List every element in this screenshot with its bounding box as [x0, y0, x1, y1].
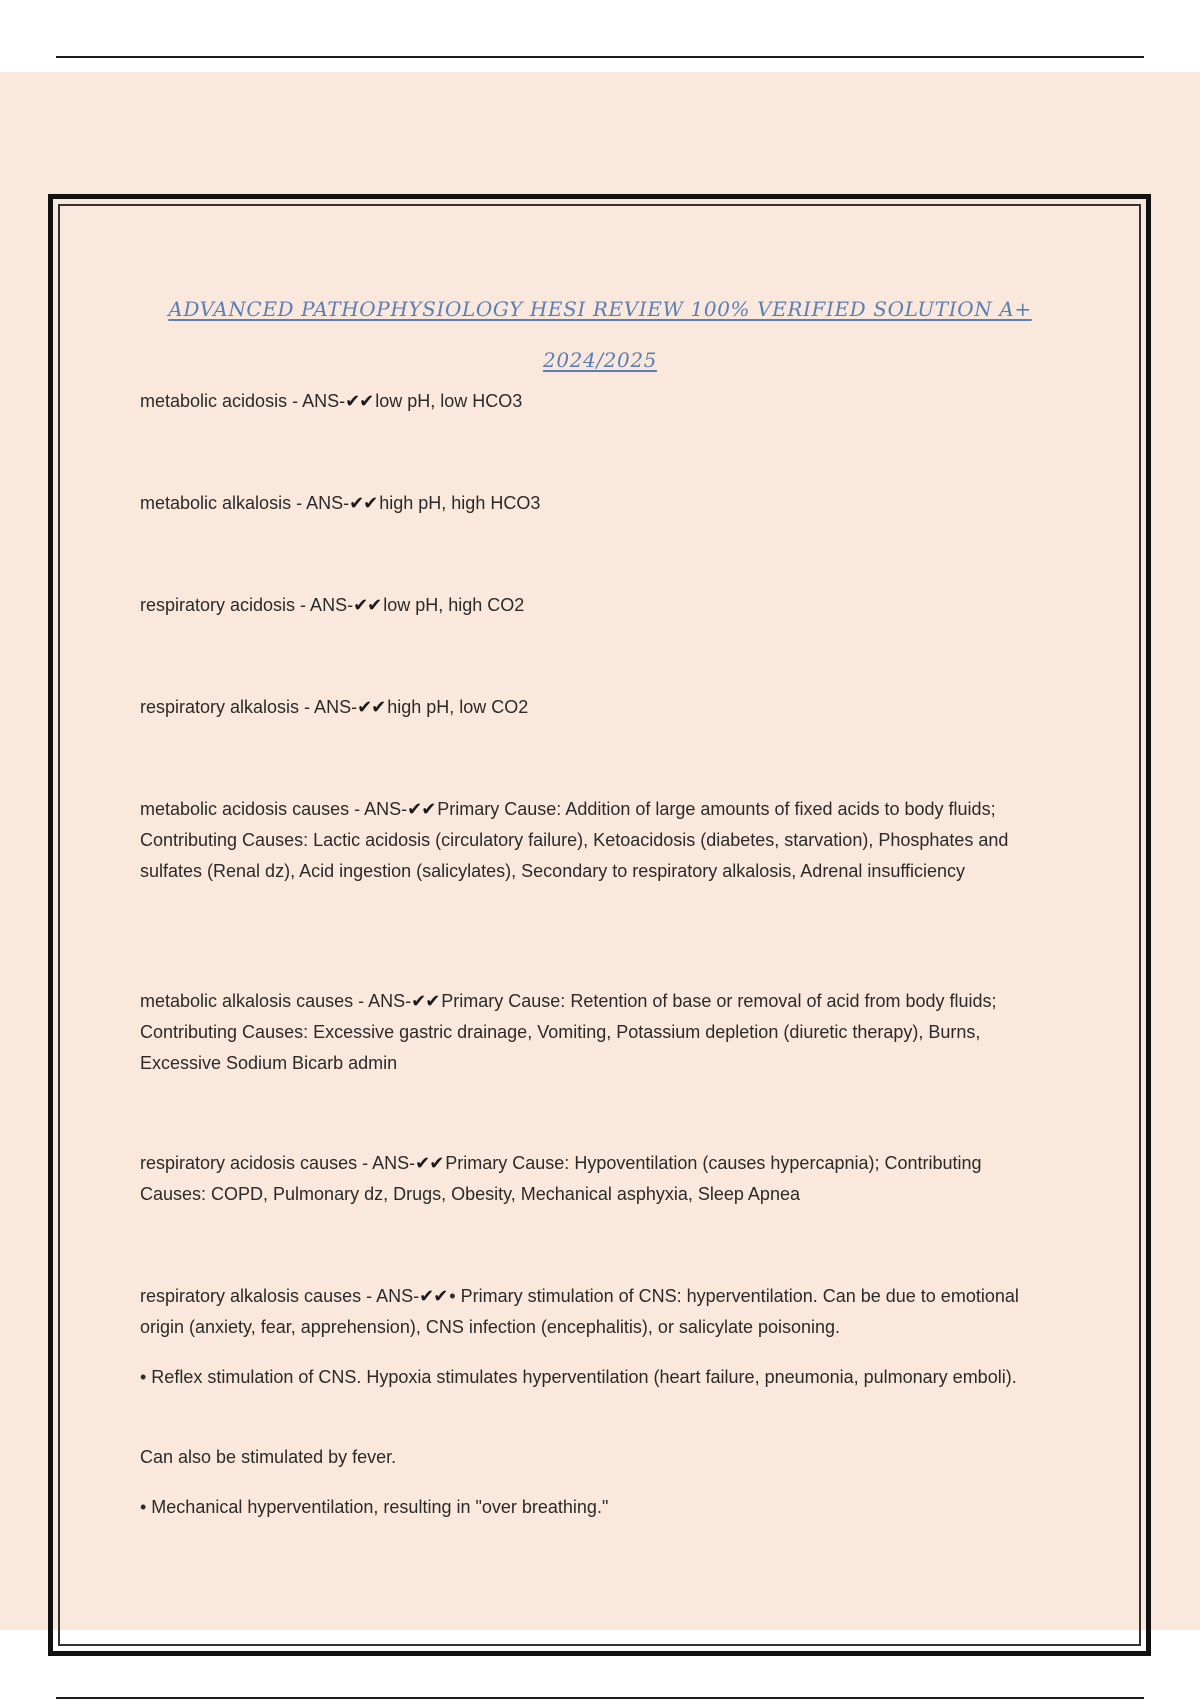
- entry-respiratory-acidosis-causes: [140, 1148, 1045, 1210]
- continuation-paragraph: • Mechanical hyperventilation, resulting in "over breathing.": [140, 1497, 609, 1517]
- entry-answer: high pH, high HCO3: [379, 493, 541, 513]
- document-title: [150, 284, 1050, 386]
- entry-term: metabolic alkalosis causes - ANS-: [140, 991, 412, 1011]
- entry-answer: • Primary stimulation of CNS: hyperventilation. Can be due to emotional origin (anxiety, fear, apprehension), CNS infection (encephalitis), or salicylate poisoning.: [140, 1286, 1019, 1337]
- entry-term: respiratory alkalosis causes - ANS-: [140, 1286, 420, 1306]
- entry-term: respiratory acidosis causes - ANS-: [140, 1153, 416, 1173]
- page-border-inner: [58, 204, 1141, 1646]
- entry-answer: low pH, low HCO3: [375, 391, 523, 411]
- check-icon: ✔✔: [353, 595, 382, 615]
- check-icon: ✔✔: [411, 991, 440, 1011]
- check-icon: ✔✔: [349, 493, 378, 513]
- entry-answer: Primary Cause: Hypoventilation (causes hypercapnia); Contributing Causes: COPD, Pulmonary dz, Drugs, Obesity, Mechanical asphyxia, Sleep Apnea: [140, 1153, 982, 1204]
- continuation-fever: [140, 1442, 1045, 1473]
- top-rule: [56, 56, 1144, 58]
- entry-term: metabolic alkalosis - ANS-: [140, 493, 350, 513]
- check-icon: ✔✔: [357, 697, 386, 717]
- check-icon: ✔✔: [345, 391, 374, 411]
- entry-metabolic-alkalosis: [140, 488, 1045, 519]
- check-icon: ✔✔: [419, 1286, 448, 1306]
- entry-term: respiratory alkalosis - ANS-: [140, 697, 358, 717]
- continuation-reflex-stimulation: [140, 1362, 1045, 1393]
- entry-metabolic-acidosis-causes: [140, 794, 1045, 887]
- entry-metabolic-acidosis: [140, 386, 1045, 417]
- continuation-paragraph: • Reflex stimulation of CNS. Hypoxia stimulates hyperventilation (heart failure, pneumonia, pulmonary emboli).: [140, 1367, 1017, 1387]
- bottom-rule: [56, 1697, 1144, 1699]
- entry-respiratory-alkalosis-causes: [140, 1281, 1045, 1343]
- entry-term: respiratory acidosis - ANS-: [140, 595, 354, 615]
- title-line-1: ADVANCED PATHOPHYSIOLOGY HESI REVIEW 100% VERIFIED SOLUTION A+: [168, 297, 1032, 321]
- entry-answer: Primary Cause: Retention of base or removal of acid from body fluids; Contributing Causes: Excessive gastric drainage, Vomiting, Potassium depletion (diuretic therapy), Burns, Excessive Sodium Bicarb admin: [140, 991, 997, 1073]
- page-border: [48, 194, 1151, 1656]
- entry-respiratory-alkalosis: [140, 692, 1045, 723]
- continuation-mechanical: [140, 1492, 1045, 1523]
- entry-answer: high pH, low CO2: [387, 697, 529, 717]
- entry-term: metabolic acidosis causes - ANS-: [140, 799, 408, 819]
- check-icon: ✔✔: [415, 1153, 444, 1173]
- check-icon: ✔✔: [407, 799, 436, 819]
- entry-answer: Primary Cause: Addition of large amounts of fixed acids to body fluids; Contributing Causes: Lactic acidosis (circulatory failure), Ketoacidosis (diabetes, starvation), Phosphates and sulfates (Renal dz), Acid ingestion (salicylates), Secondary to respiratory alkalosis, Adrenal insufficiency: [140, 799, 1009, 881]
- page-background: [0, 72, 1200, 1630]
- entry-respiratory-acidosis: [140, 590, 1045, 621]
- title-line-2: 2024/2025: [543, 348, 657, 372]
- entry-answer: low pH, high CO2: [383, 595, 525, 615]
- entry-metabolic-alkalosis-causes: [140, 986, 1045, 1079]
- entry-term: metabolic acidosis - ANS-: [140, 391, 346, 411]
- continuation-paragraph: Can also be stimulated by fever.: [140, 1447, 397, 1467]
